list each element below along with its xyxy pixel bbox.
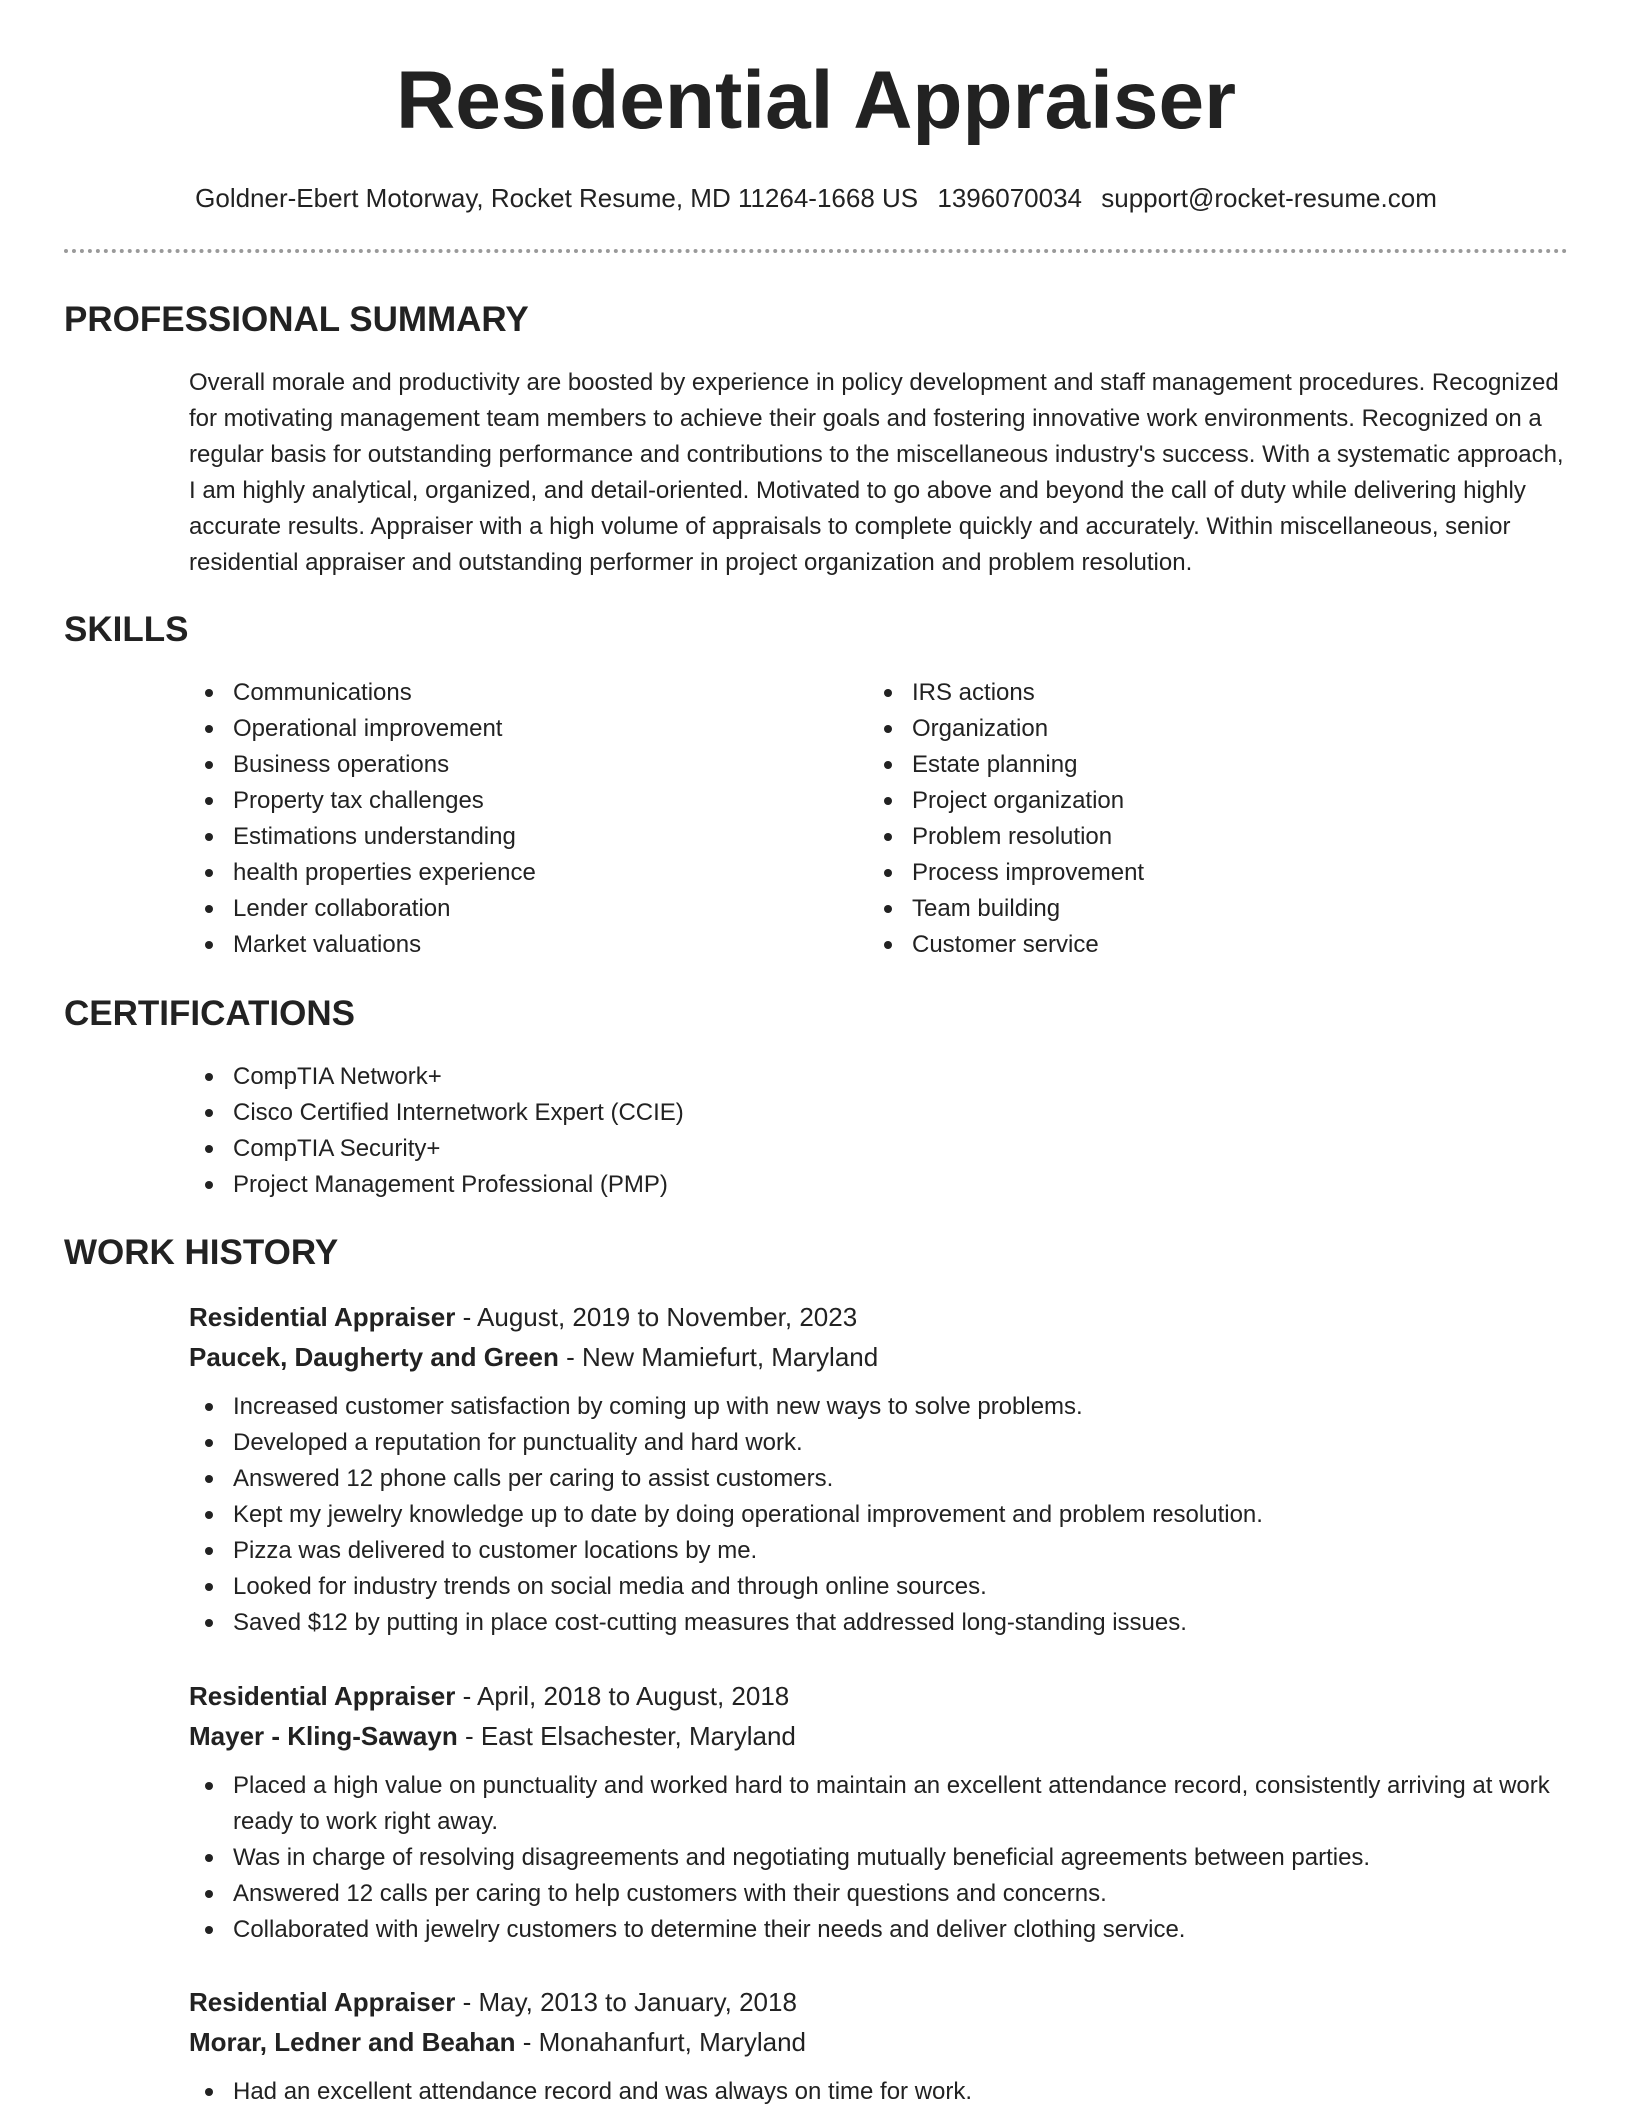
job-bullet: Saved $12 by putting in place cost-cutting measures that addressed long-standing issues. bbox=[189, 1605, 1569, 1641]
job-bullet: Was in charge of resolving disagreements and negotiating mutually beneficial agreements between parties. bbox=[189, 1840, 1569, 1876]
job-company: Paucek, Daugherty and Green bbox=[189, 1342, 559, 1372]
skill-item: Communications bbox=[189, 675, 829, 711]
job-bullet: Had an excellent attendance record and was always on time for work. bbox=[189, 2074, 1569, 2110]
job-bullet: Placed a high value on punctuality and worked hard to maintain an excellent attendance record, consistently arriving at work ready to work right away. bbox=[189, 1768, 1569, 1840]
certification-item: Project Management Professional (PMP) bbox=[189, 1167, 1189, 1203]
skill-item: Operational improvement bbox=[189, 711, 829, 747]
contact-phone: 1396070034 bbox=[937, 183, 1082, 213]
section-title-certifications: CERTIFICATIONS bbox=[64, 994, 356, 1033]
job-bullet: Pizza was delivered to customer locations by me. bbox=[189, 1533, 1569, 1569]
certification-item: CompTIA Network+ bbox=[189, 1059, 1189, 1095]
job-company-line bbox=[189, 1716, 1569, 1756]
contact-line bbox=[0, 180, 1632, 216]
section-title-skills: SKILLS bbox=[64, 610, 189, 649]
skills-list-left bbox=[189, 675, 829, 963]
summary-text: Overall morale and productivity are boosted by experience in policy development and staff management procedures. Recognized for motivating management team members to achieve their goals and fostering innovative work environments. Recognized on a regular basis for outstanding performance and contributions to the miscellaneous industry's success. With a systematic approach, I am highly analytical, organized, and detail-oriented. Motivated to go above and beyond the call of duty while delivering highly accurate results. Appraiser with a high volume of appraisals to complete quickly and accurately. Within miscellaneous, senior residential appraiser and outstanding performer in project organization and problem resolution. bbox=[189, 369, 1564, 576]
skill-item: Market valuations bbox=[189, 927, 829, 963]
job-company: Mayer - Kling-Sawayn bbox=[189, 1721, 458, 1751]
header-divider bbox=[64, 249, 1568, 253]
certifications-list bbox=[189, 1059, 1189, 1203]
job-bullet: Increased customer satisfaction by coming up with new ways to solve problems. bbox=[189, 1389, 1569, 1425]
job-entry bbox=[189, 1982, 1569, 2110]
skill-item: Estimations understanding bbox=[189, 819, 829, 855]
contact-address: Goldner-Ebert Motorway, Rocket Resume, MD 11264-1668 US bbox=[195, 183, 919, 213]
job-bullets bbox=[189, 2074, 1569, 2110]
skill-item: Process improvement bbox=[868, 855, 1508, 891]
skill-item: Team building bbox=[868, 891, 1508, 927]
job-role: Residential Appraiser bbox=[189, 1302, 456, 1332]
skill-item: Problem resolution bbox=[868, 819, 1508, 855]
job-company-line bbox=[189, 1337, 1569, 1377]
job-location: - New Mamiefurt, Maryland bbox=[558, 1342, 879, 1372]
skill-item: Property tax challenges bbox=[189, 783, 829, 819]
job-entry bbox=[189, 1676, 1569, 1948]
job-entry bbox=[189, 1297, 1569, 1641]
job-bullet: Collaborated with jewelry customers to determine their needs and deliver clothing service. bbox=[189, 1912, 1569, 1948]
skill-item: health properties experience bbox=[189, 855, 829, 891]
certification-item: Cisco Certified Internetwork Expert (CCIE) bbox=[189, 1095, 1189, 1131]
job-dates: - August, 2019 to November, 2023 bbox=[455, 1302, 858, 1332]
skill-item: Business operations bbox=[189, 747, 829, 783]
job-title-line bbox=[189, 1676, 1569, 1716]
job-bullet: Answered 12 calls per caring to help customers with their questions and concerns. bbox=[189, 1876, 1569, 1912]
certification-item: CompTIA Security+ bbox=[189, 1131, 1189, 1167]
job-role: Residential Appraiser bbox=[189, 1681, 456, 1711]
job-bullet: Developed a reputation for punctuality and hard work. bbox=[189, 1425, 1569, 1461]
job-company: Morar, Ledner and Beahan bbox=[189, 2027, 516, 2057]
contact-email: support@rocket-resume.com bbox=[1101, 183, 1437, 213]
candidate-name: Residential Appraiser bbox=[395, 55, 1237, 146]
job-company-line bbox=[189, 2022, 1569, 2062]
job-location: - East Elsachester, Maryland bbox=[457, 1721, 796, 1751]
skills-list-right bbox=[868, 675, 1508, 963]
job-bullets bbox=[189, 1768, 1569, 1948]
job-dates: - May, 2013 to January, 2018 bbox=[455, 1987, 797, 2017]
section-title-work-history: WORK HISTORY bbox=[64, 1233, 339, 1272]
job-bullets bbox=[189, 1389, 1569, 1641]
skill-item: Customer service bbox=[868, 927, 1508, 963]
skill-item: IRS actions bbox=[868, 675, 1508, 711]
skill-item: Project organization bbox=[868, 783, 1508, 819]
job-bullet: Answered 12 phone calls per caring to assist customers. bbox=[189, 1461, 1569, 1497]
job-bullet: Kept my jewelry knowledge up to date by doing operational improvement and problem resolution. bbox=[189, 1497, 1569, 1533]
job-location: - Monahanfurt, Maryland bbox=[515, 2027, 806, 2057]
job-bullet: Looked for industry trends on social media and through online sources. bbox=[189, 1569, 1569, 1605]
skill-item: Lender collaboration bbox=[189, 891, 829, 927]
section-title-summary: PROFESSIONAL SUMMARY bbox=[64, 300, 529, 339]
job-title-line bbox=[189, 1297, 1569, 1337]
skill-item: Estate planning bbox=[868, 747, 1508, 783]
skill-item: Organization bbox=[868, 711, 1508, 747]
job-title-line bbox=[189, 1982, 1569, 2022]
job-dates: - April, 2018 to August, 2018 bbox=[455, 1681, 790, 1711]
job-role: Residential Appraiser bbox=[189, 1987, 456, 2017]
